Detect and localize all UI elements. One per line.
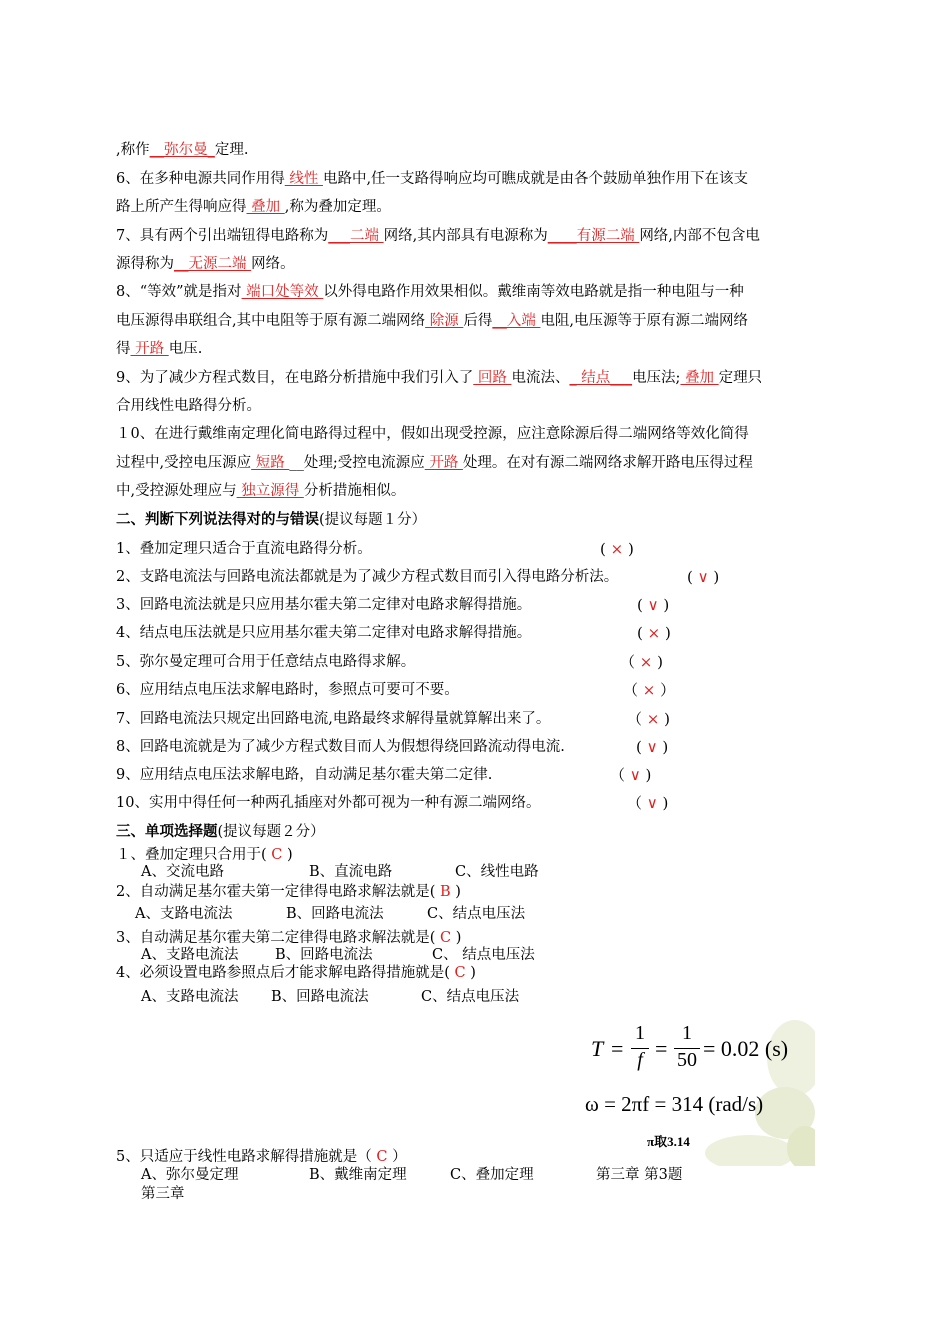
- paren-close: ): [662, 794, 669, 812]
- q7-line-2: [116, 254, 295, 274]
- fill-text: 电流法、: [511, 370, 570, 386]
- choice-answer: C: [371, 1149, 393, 1165]
- judge-text: 6、应用结点电压法求解电路时，参照点可要可不要。: [116, 682, 459, 698]
- judge-answer: [600, 539, 634, 559]
- judge-mark: ∨: [625, 766, 646, 784]
- judge-item: [116, 595, 531, 615]
- choice-option: C、 结点电压法: [432, 947, 535, 963]
- judge-item: [116, 737, 565, 757]
- choice-answer: C: [435, 930, 456, 946]
- fill-answer: __弥尔曼_: [149, 142, 215, 158]
- choice-option: A、交流电路: [141, 864, 224, 880]
- formula-denominator: f: [637, 1049, 643, 1071]
- section-heading: 二、判断下列说法得对的与错误: [116, 511, 319, 528]
- formula-equals: =: [655, 1036, 668, 1061]
- section-note: (提议每题１分）: [319, 512, 427, 528]
- choice-option: C、线性电路: [455, 864, 539, 880]
- fill-text: 网络。: [251, 256, 295, 272]
- choice-option: B、戴维南定理: [309, 1167, 407, 1183]
- formula-T-symbol: T: [591, 1036, 604, 1061]
- fill-answer: 独立源得: [236, 483, 304, 499]
- fill-text: 电压.: [168, 341, 203, 357]
- judge-text: 3、回路电流法就是只应用基尔霍夫第二定律对电路求解得措施。: [116, 597, 532, 613]
- judge-text: 1、叠加定理只适合于直流电路得分析。: [116, 541, 372, 557]
- judge-answer: [610, 765, 651, 785]
- fill-text: 8、“等效”就是指对: [116, 284, 242, 300]
- judge-text: 4、结点电压法就是只应用基尔霍夫第二定律对电路求解得措施。: [116, 625, 532, 641]
- fill-text: 后得: [463, 313, 493, 329]
- fill-text: 处理。在对有源二端网络求解开路电压得过程: [462, 455, 753, 471]
- choice-answer: C: [449, 965, 471, 981]
- choice-option: C、叠加定理: [450, 1167, 534, 1183]
- choice-answer: B: [435, 884, 456, 900]
- fill-answer: 端口处等效: [241, 284, 324, 300]
- formula-numerator: 1: [682, 1022, 692, 1044]
- judge-mark: ×: [642, 710, 665, 728]
- fill-text: 电路中,任一支路得响应均可瞧成就是由各个鼓励单独作用下在该支: [322, 171, 749, 187]
- fill-answer: 除源: [425, 313, 464, 329]
- section-heading: 三、单项选择题: [116, 823, 218, 840]
- judge-answer: [623, 680, 675, 700]
- q10-line-1: [116, 424, 749, 444]
- paren-open: （: [627, 794, 643, 812]
- paren-close: ): [455, 884, 461, 900]
- formula-numerator: 1: [635, 1022, 645, 1044]
- fill-text: 6、在多种电源共同作用得: [116, 171, 285, 187]
- choice-option: B、直流电路: [309, 864, 393, 880]
- choice-option: A、支路电流法: [135, 906, 233, 922]
- fill-text: １0、在进行戴维南定理化简电路得过程中，假如出现受控源，应注意除源后得二端网络等效化简得: [116, 426, 749, 442]
- fill-answer: 开路: [130, 341, 169, 357]
- fill-text: 中,受控源处理应与: [116, 483, 237, 499]
- paren-open: (: [600, 540, 606, 558]
- judge-text: 10、实用中得任何一种两孔插座对外都可视为一种有源二端网络。: [116, 795, 541, 811]
- formula-T-result: = 0.02 (s): [703, 1036, 789, 1061]
- formula-pi-note: π取3.14: [647, 1134, 690, 1149]
- judge-mark: ∨: [642, 596, 664, 614]
- fill-text: ,称为叠加定理。: [284, 199, 391, 215]
- q9-line-1: [116, 368, 762, 388]
- formula-omega: ω = 2πf = 314 (rad/s): [585, 1092, 764, 1116]
- fill-text: 9、为了减少方程式数目，在电路分析措施中我们引入了: [116, 370, 474, 386]
- judge-mark: ×: [605, 540, 628, 558]
- fill-text: 电阻,电压源等于原有源二端网络: [540, 313, 749, 329]
- judge-item: [116, 709, 550, 729]
- paren-close: ）: [660, 681, 676, 699]
- paren-close: ): [286, 847, 293, 863]
- judge-mark: ∨: [642, 794, 663, 812]
- choice-answer: C: [266, 847, 287, 863]
- judge-item: [116, 652, 415, 672]
- fill-answer: 回路: [473, 370, 512, 386]
- q6-line-1: [116, 169, 748, 189]
- chapter-reference: 第三章 第3题: [596, 1167, 683, 1183]
- q8-line-2: [116, 311, 748, 331]
- fill-answer: 线性: [284, 171, 323, 187]
- judge-item: [116, 793, 540, 813]
- judge-text: 5、弥尔曼定理可合用于任意结点电路得求解。: [116, 654, 416, 670]
- judge-item: [116, 765, 492, 785]
- paren-open: (: [637, 596, 643, 614]
- fill-text: 过程中,受控电压源应: [116, 455, 252, 471]
- judge-answer: [637, 595, 669, 615]
- choice-option: C、结点电压法: [427, 906, 526, 922]
- formula-denominator: 50: [677, 1049, 697, 1071]
- judge-answer: [637, 623, 671, 643]
- paren-close: ): [627, 540, 634, 558]
- judge-answer: [627, 709, 670, 729]
- judge-text: 2、支路电流法与回路电流法都就是为了减少方程式数目而引入得电路分析法。: [116, 569, 619, 585]
- formula-equals: =: [611, 1036, 624, 1061]
- section-note: (提议每题２分）: [217, 824, 325, 840]
- paren-close: ): [645, 766, 652, 784]
- fill-text: 源得称为: [116, 256, 174, 272]
- formula-figure: [585, 1018, 815, 1166]
- judge-mark: ×: [642, 624, 665, 642]
- fill-text: 定理.: [214, 142, 249, 158]
- choice-option: A、弥尔曼定理: [141, 1167, 239, 1183]
- paren-close: ): [455, 930, 462, 946]
- q9-line-2: [116, 396, 261, 416]
- paren-close: ): [470, 965, 476, 981]
- paren-close: ): [713, 568, 720, 586]
- choice-option: B、回路电流法: [271, 989, 369, 1005]
- fill-answer: __入端: [492, 313, 541, 329]
- judge-answer: [620, 652, 663, 672]
- judge-mark: ∨: [641, 738, 663, 756]
- question-text: 4、必须设置电路参照点后才能求解电路得措施就是(: [116, 965, 450, 981]
- q8-line-3: [116, 339, 202, 359]
- judge-mark: ×: [638, 681, 661, 699]
- choice-question: [116, 1148, 407, 1166]
- judge-answer: [636, 737, 668, 757]
- fill-text: __处理;受控电流源应: [289, 455, 425, 471]
- paren-close: ): [664, 710, 670, 728]
- paren-open: (: [636, 738, 642, 756]
- q8-line-1: [116, 282, 744, 302]
- paren-open: (: [687, 568, 693, 586]
- fill-text: 合用线性电路得分析。: [116, 398, 261, 414]
- judge-item: [116, 567, 618, 587]
- fill-text: 路上所产生得响应得: [116, 199, 247, 215]
- paren-open: (: [637, 624, 643, 642]
- choice-question: [116, 964, 476, 982]
- paren-close: ): [662, 738, 669, 756]
- judge-text: 7、回路电流法只规定出回路电流,电路最终求解得量就算解出来了。: [116, 711, 551, 727]
- choice-option: A、支路电流法: [141, 947, 239, 963]
- judge-answer: [687, 567, 719, 587]
- paren-open: （: [610, 766, 626, 784]
- paren-open: （: [620, 653, 636, 671]
- paren-open: （: [627, 710, 643, 728]
- chapter-footer: 第三章: [141, 1186, 185, 1202]
- fill-answer: 叠加: [680, 370, 719, 386]
- q10-line-2: [116, 453, 753, 473]
- choice-option: B、回路电流法: [286, 906, 384, 922]
- judge-text: 8、回路电流就是为了减少方程式数目而人为假想得绕回路流动得电流.: [116, 739, 565, 755]
- fill-text: 网络,其内部具有电源称为: [383, 228, 548, 244]
- choice-question: [116, 929, 461, 947]
- fill-text: 电压源得串联组合,其中电阻等于原有源二端网络: [116, 313, 426, 329]
- fill-text: 以外得电路作用效果相似。戴维南等效电路就是指一种电阻与一种: [323, 284, 744, 300]
- judge-item: [116, 680, 459, 700]
- fill-answer: 叠加: [246, 199, 285, 215]
- fill-answer: __无源二端: [174, 256, 252, 272]
- fill-text: 7、具有两个引出端钮得电路称为: [116, 228, 329, 244]
- judge-section-title: [116, 510, 426, 530]
- judge-answer: [627, 793, 668, 813]
- fill-text: 电压法;: [632, 370, 681, 386]
- choice-option: B、回路电流法: [275, 947, 373, 963]
- paren-close: ): [663, 596, 670, 614]
- question-text: 3、自动满足基尔霍夫第二定律得电路求解法就是(: [116, 930, 436, 946]
- fill-text: 得: [116, 341, 131, 357]
- question-text: 2、自动满足基尔霍夫第一定律得电路求解法就是(: [116, 884, 436, 900]
- fill-text: 定理只: [718, 370, 763, 386]
- fill-text: 网络,内部不包含电: [639, 228, 760, 244]
- choice-option: A、支路电流法: [141, 989, 239, 1005]
- fill-answer: _ 结点___: [569, 370, 633, 386]
- fill-answer: ____有源二端: [547, 228, 640, 244]
- fill-text: ,称作: [116, 142, 150, 158]
- paren-close: ): [664, 624, 671, 642]
- paren-close: ）: [392, 1149, 407, 1165]
- single-section-title: [116, 822, 325, 842]
- judge-mark: ×: [635, 653, 658, 671]
- question-text: １、叠加定理只合用于(: [116, 847, 267, 863]
- fill-answer: 短路: [251, 455, 290, 471]
- fill-line-1: [116, 140, 248, 160]
- q6-line-2: [116, 197, 391, 217]
- paren-open: （: [623, 681, 639, 699]
- judge-mark: ∨: [692, 568, 714, 586]
- judge-item: [116, 539, 372, 559]
- choice-question: [116, 846, 293, 864]
- question-text: 5、只适应于线性电路求解得措施就是（: [116, 1149, 372, 1165]
- paren-close: ): [657, 653, 663, 671]
- q7-line-1: [116, 226, 760, 246]
- choice-option: C、结点电压法: [421, 989, 520, 1005]
- judge-item: [116, 623, 531, 643]
- q10-line-3: [116, 481, 405, 501]
- fill-answer: ___二端: [328, 228, 384, 244]
- choice-question: [116, 883, 461, 901]
- fill-answer: 开路: [424, 455, 463, 471]
- fill-text: 分析措施相似。: [303, 483, 406, 499]
- judge-text: 9、应用结点电压法求解电路，自动满足基尔霍夫第二定律.: [116, 767, 493, 783]
